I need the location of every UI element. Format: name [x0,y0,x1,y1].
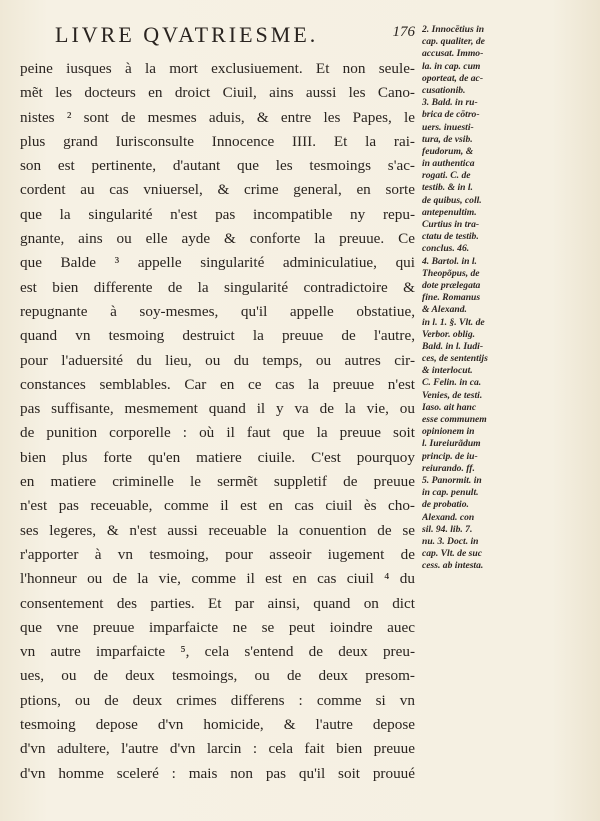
text-line: peine iusques à la mort exclusiuement. Et non seule- [20,60,415,77]
margin-notes-column [422,24,512,572]
text-line: pour l'aduersité du lieu, ou du temps, ou autres cir- [20,351,415,369]
margin-note-line: antepenultim. [422,206,477,218]
text-line: n'est pas receuable, comme il est en cas ciuil ès cho- [20,497,415,515]
text-line: nistes ² sont de mesmes aduis, & entre les Papes, le [20,108,415,126]
margin-note-line: Verbor. oblig. [422,328,476,340]
margin-note-line: Theopõpus, de [422,267,480,279]
margin-note-line: sil. 94. lib. 7. [422,523,473,535]
text-line: consentement des parties. Et par ainsi, quand on dict [20,594,415,612]
text-line: mẽt les docteurs en droict Ciuil, ains aussi les Cano- [20,84,415,102]
margin-note-line: reiurando. ff. [422,462,475,474]
text-line: bien plus forte qu'en matiere ciuile. C'est pourquoy [20,448,415,466]
page-header [55,22,415,50]
margin-note-line: cess. ab intesta. [422,560,484,572]
margin-note-line: 2. Innocētius in [422,24,485,35]
margin-note-line: princip. de iu- [422,450,478,462]
margin-note-line: in l. 1. §. Vlt. de [422,316,485,328]
margin-note-line: & Alexand. [422,304,467,316]
text-line: que vne preuue imparfaicte ne se peut ioindre auec [20,618,415,636]
margin-note-line: rogati. C. de [422,170,471,182]
text-line: tesmoing depose d'vn homicide, & l'autre depose [20,716,415,734]
text-line: de punition corporelle : où il faut que la preuue soit [20,424,415,442]
margin-note-line: in authentica [422,158,475,170]
margin-note-line: Bald. in l. Iudi- [422,340,484,352]
margin-note-line: de quibus, coll. [422,194,482,206]
margin-note-line: testib. & in l. [422,182,473,194]
margin-note-line: 5. Panormit. in [422,474,482,486]
library-stamp-mark [578,735,592,795]
margin-note-line: 3. Bald. in ru- [422,97,478,109]
text-line: que la singularité n'est pas incompatible ny repu- [20,205,415,223]
margin-note-line: 4. Bartol. in l. [422,255,477,267]
text-line: d'vn adultere, l'autre d'vn larcin : cela fait bien preuue [20,740,415,758]
margin-note-line: ctatu de testib. [422,231,479,243]
margin-note-line: fine. Romanus [422,292,481,304]
text-line: gnante, ains ou elle ayde & conforte la preuue. Ce [20,230,415,248]
margin-note-line: nu. 3. Doct. in [422,535,479,547]
text-line: ues, ou de deux tesmoings, ou de deux presom- [20,667,415,685]
margin-note-line: & interlocut. [422,365,473,377]
margin-note-line: uers. inuesti- [422,121,474,133]
text-line: ptions, ou de deux crimes differens : comme si vn [20,691,415,709]
margin-note-line: cap. Vlt. de suc [422,548,482,560]
text-line: cordent au cas vniuersel, & crime general, en sorte [20,181,415,199]
text-line: pas suffisante, mesmement quand il y va de la vie, ou [20,400,415,418]
text-line: r'apporter à vn tesmoing, pour asseoir iugement de [20,545,415,563]
text-line: constances semblables. Car en ce cas la preuue n'est [20,375,415,393]
text-line: ses legeres, & n'est aussi receuable la conuention de se [20,521,415,539]
margin-note-line: ces, de sententijs [422,353,488,365]
margin-note-line: cusationib. [422,84,466,96]
margin-note-line: cap. qualiter, de [422,36,485,48]
margin-note-line: la. in cap. cum [422,60,481,72]
text-line: d'vn homme sceleré : mais non pas qu'il soit prouué [20,764,415,782]
text-line: repugnante à soy-mesmes, qu'il appelle obstatiue, [20,302,415,320]
page-number: 176 [392,24,415,40]
margin-note-line: Iaso. ait hanc [422,401,477,413]
margin-note-line: brica de cōtro- [422,109,480,121]
margin-note-line: accusat. Immo- [422,48,484,60]
text-line: son est pertinente, d'autant que les tesmoings s'ac- [20,157,415,175]
text-line: est bien differente de la singularité contradictoire & [20,278,415,296]
main-text-column [20,57,415,786]
running-title: LIVRE QVATRIESME. [55,22,319,47]
margin-note-line: de probatio. [422,499,469,511]
margin-note-line: Curtius in tra- [422,219,480,230]
text-line: l'honneur ou de la vie, comme il est en cas ciuil ⁴ du [20,570,415,588]
margin-note-line: tura, de vsib. [422,133,473,145]
margin-note-line: oporteat, de ac- [422,72,484,84]
text-line: que Balde ³ appelle singularité adminiculatiue, qui [20,254,415,272]
text-line: vn autre imparfaicte ⁵, cela s'entend de deux preu- [20,643,415,661]
text-line: plus grand Iurisconsulte Innocence IIII. Et la rai- [20,132,415,150]
margin-note-line: C. Felin. in ca. [422,377,482,389]
margin-note-line: conclus. 46. [422,243,470,255]
margin-note-line: Alexand. con [422,511,475,523]
text-line: en matiere criminelle le sermẽt suppletif de preuue [20,473,415,491]
margin-note-line: l. Iureiurãdum [422,438,481,450]
margin-note-line: Venies, de testi. [422,389,483,401]
margin-note-line: esse communem [422,414,487,425]
margin-note-line: opinionem in [422,426,475,438]
margin-note-line: dote prælegata [422,279,481,291]
margin-note-line: in cap. penult. [422,487,479,499]
margin-note-line: feudorum, & [422,145,474,157]
text-line: quand vn tesmoing destruict la preuue de l'autre, [20,327,415,345]
